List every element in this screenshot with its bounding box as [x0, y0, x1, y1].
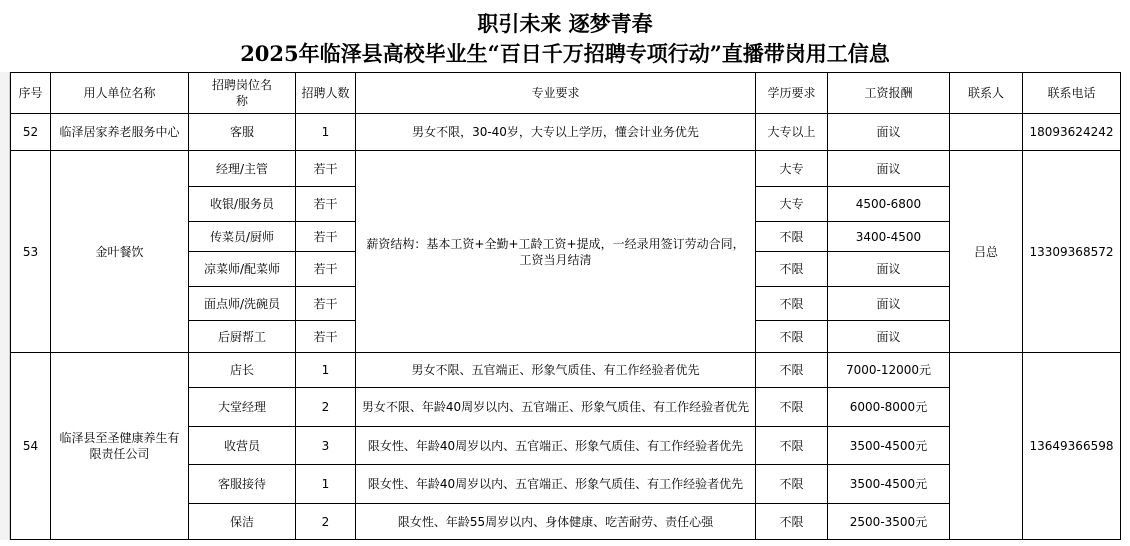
employer-cell: 临泽县至圣健康养生有限责任公司: [51, 353, 189, 540]
position-cell: 客服: [189, 114, 296, 151]
salary-cell: 3400-4500: [828, 222, 950, 252]
salary-cell: 3500-4500元: [828, 427, 950, 465]
position-cell: 传菜员/厨师: [189, 222, 296, 252]
salary-cell: 面议: [828, 321, 950, 353]
header-salary: 工资报酬: [828, 73, 950, 114]
phone-cell: 13309368572: [1023, 151, 1121, 353]
count-cell: 1: [296, 353, 356, 388]
requirement-cell: 限女性、年龄40周岁以内、五官端正、形象气质佳、有工作经验者优先: [356, 465, 756, 504]
count-cell: 若干: [296, 187, 356, 222]
table-row: [11, 114, 1121, 151]
position-cell: 经理/主管: [189, 151, 296, 187]
education-cell: 不限: [756, 465, 828, 504]
position-cell: 收银/服务员: [189, 187, 296, 222]
count-cell: 2: [296, 388, 356, 427]
salary-cell: 4500-6800: [828, 187, 950, 222]
seq-cell: 52: [11, 114, 51, 151]
education-cell: 不限: [756, 388, 828, 427]
row-header-gutter: [0, 72, 10, 546]
employer-cell: 金叶餐饮: [51, 151, 189, 353]
title-line-1: 职引未来 逐梦青春: [477, 11, 653, 36]
phone-cell: 13649366598: [1023, 353, 1121, 540]
contact-cell: 吕总: [950, 151, 1023, 353]
education-cell: 不限: [756, 427, 828, 465]
count-cell: 若干: [296, 287, 356, 321]
requirement-cell: 男女不限、五官端正、形象气质佳、有工作经验者优先: [356, 353, 756, 388]
salary-cell: 面议: [828, 114, 950, 151]
job-table: [10, 72, 1121, 540]
table-row: [11, 353, 1121, 388]
position-cell: 面点师/洗碗员: [189, 287, 296, 321]
salary-cell: 3500-4500元: [828, 465, 950, 504]
title-line-2: 2025年临泽县高校毕业生“百日千万招聘专项行动”直播带岗用工信息: [240, 41, 890, 66]
count-cell: 1: [296, 114, 356, 151]
count-cell: 2: [296, 504, 356, 540]
position-cell: 凉菜师/配菜师: [189, 252, 296, 287]
salary-cell: 2500-3500元: [828, 504, 950, 540]
phone-cell: 18093624242: [1023, 114, 1121, 151]
contact-cell: [950, 353, 1023, 540]
salary-cell: 面议: [828, 151, 950, 187]
header-requirement: 专业要求: [356, 73, 756, 114]
seq-cell: 54: [11, 353, 51, 540]
employer-cell: 临泽居家养老服务中心: [51, 114, 189, 151]
requirement-cell: 限女性、年龄40周岁以内、五官端正、形象气质佳、有工作经验者优先: [356, 427, 756, 465]
header-contact: 联系人: [950, 73, 1023, 114]
requirement-cell: 男女不限、年龄40周岁以内、五官端正、形象气质佳、有工作经验者优先: [356, 388, 756, 427]
count-cell: 1: [296, 465, 356, 504]
salary-cell: 6000-8000元: [828, 388, 950, 427]
header-count: 招聘人数: [296, 73, 356, 114]
education-cell: 大专: [756, 187, 828, 222]
contact-cell: [950, 114, 1023, 151]
count-cell: 若干: [296, 222, 356, 252]
requirement-cell: 限女性、年龄55周岁以内、身体健康、吃苦耐劳、责任心强: [356, 504, 756, 540]
position-cell: 后厨帮工: [189, 321, 296, 353]
header-education: 学历要求: [756, 73, 828, 114]
count-cell: 若干: [296, 321, 356, 353]
education-cell: 不限: [756, 252, 828, 287]
position-cell: 客服接待: [189, 465, 296, 504]
position-cell: 收营员: [189, 427, 296, 465]
seq-cell: 53: [11, 151, 51, 353]
education-cell: 大专以上: [756, 114, 828, 151]
education-cell: 不限: [756, 321, 828, 353]
position-cell: 大堂经理: [189, 388, 296, 427]
salary-cell: 面议: [828, 287, 950, 321]
header-employer: 用人单位名称: [51, 73, 189, 114]
position-cell: 店长: [189, 353, 296, 388]
header-seq: 序号: [11, 73, 51, 114]
page-bottom-edge: [0, 540, 1130, 546]
table-row: [11, 151, 1121, 187]
count-cell: 3: [296, 427, 356, 465]
education-cell: 不限: [756, 353, 828, 388]
education-cell: 大专: [756, 151, 828, 187]
education-cell: 不限: [756, 504, 828, 540]
salary-cell: 面议: [828, 252, 950, 287]
table-header-row: [11, 73, 1121, 114]
header-position: 招聘岗位名称: [189, 73, 296, 114]
requirement-cell: 男女不限，30-40岁，大专以上学历，懂会计业务优先: [356, 114, 756, 151]
count-cell: 若干: [296, 151, 356, 187]
position-cell: 保洁: [189, 504, 296, 540]
salary-cell: 7000-12000元: [828, 353, 950, 388]
count-cell: 若干: [296, 252, 356, 287]
education-cell: 不限: [756, 287, 828, 321]
header-phone: 联系电话: [1023, 73, 1121, 114]
requirement-cell: 薪资结构：基本工资+全勤+工龄工资+提成，一经录用签订劳动合同，工资当月结清: [356, 151, 756, 353]
education-cell: 不限: [756, 222, 828, 252]
